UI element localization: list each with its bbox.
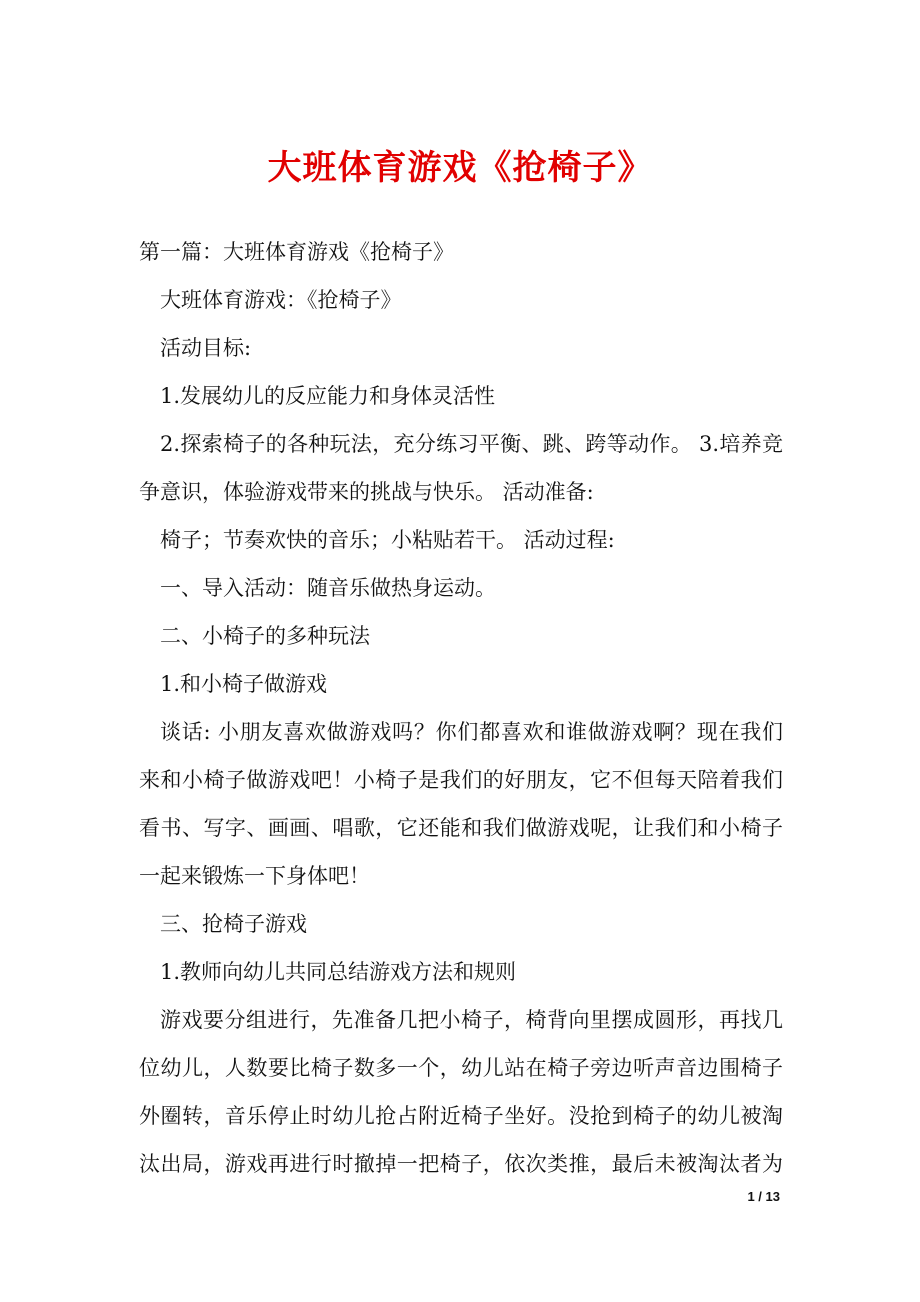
paragraph-line: 谈话: 小朋友喜欢做游戏吗？你们都喜欢和谁做游戏啊？现在我们 bbox=[160, 720, 783, 744]
paragraph-line: 1.发展幼儿的反应能力和身体灵活性 bbox=[160, 384, 496, 408]
paragraph-line: 来和小椅子做游戏吧！小椅子是我们的好朋友，它不但每天陪着我们 bbox=[139, 768, 783, 792]
paragraph-line: 1.和小椅子做游戏 bbox=[160, 672, 328, 696]
paragraph-line: 一起来锻炼一下身体吧！ bbox=[139, 864, 370, 888]
document-title: 大班体育游戏《抢椅子》 bbox=[267, 148, 653, 188]
paragraph-line: 位幼儿，人数要比椅子数多一个，幼儿站在椅子旁边听声音边围椅子 bbox=[139, 1056, 783, 1080]
paragraph-line: 汰出局，游戏再进行时撤掉一把椅子，依次类推，最后未被淘汰者为 bbox=[139, 1152, 783, 1176]
paragraph-line: 2.探索椅子的各种玩法，充分练习平衡、跳、跨等动作。 3.培养竞 bbox=[160, 432, 783, 456]
paragraph-line: 活动目标: bbox=[160, 336, 252, 360]
paragraph-line: 椅子；节奏欢快的音乐；小粘贴若干。 活动过程: bbox=[160, 528, 615, 552]
paragraph-line: 外圈转，音乐停止时幼儿抢占附近椅子坐好。没抢到椅子的幼儿被淘 bbox=[139, 1104, 783, 1128]
paragraph-line: 二、小椅子的多种玩法 bbox=[160, 624, 370, 648]
paragraph-line: 争意识，体验游戏带来的挑战与快乐。 活动准备: bbox=[139, 480, 594, 504]
paragraph-line: 看书、写字、画画、唱歌，它还能和我们做游戏呢，让我们和小椅子 bbox=[139, 816, 783, 840]
page-number: 1 / 13 bbox=[747, 1189, 780, 1204]
paragraph-line: 1.教师向幼儿共同总结游戏方法和规则 bbox=[160, 960, 517, 984]
paragraph-line: 大班体育游戏：《抢椅子》 bbox=[160, 288, 402, 312]
section-heading: 第一篇：大班体育游戏《抢椅子》 bbox=[139, 240, 454, 264]
paragraph-line: 三、抢椅子游戏 bbox=[160, 912, 307, 936]
paragraph-line: 游戏要分组进行，先准备几把小椅子，椅背向里摆成圆形，再找几 bbox=[160, 1008, 783, 1032]
document-body bbox=[139, 228, 783, 1188]
paragraph-line: 一、导入活动：随音乐做热身运动。 bbox=[160, 576, 496, 600]
